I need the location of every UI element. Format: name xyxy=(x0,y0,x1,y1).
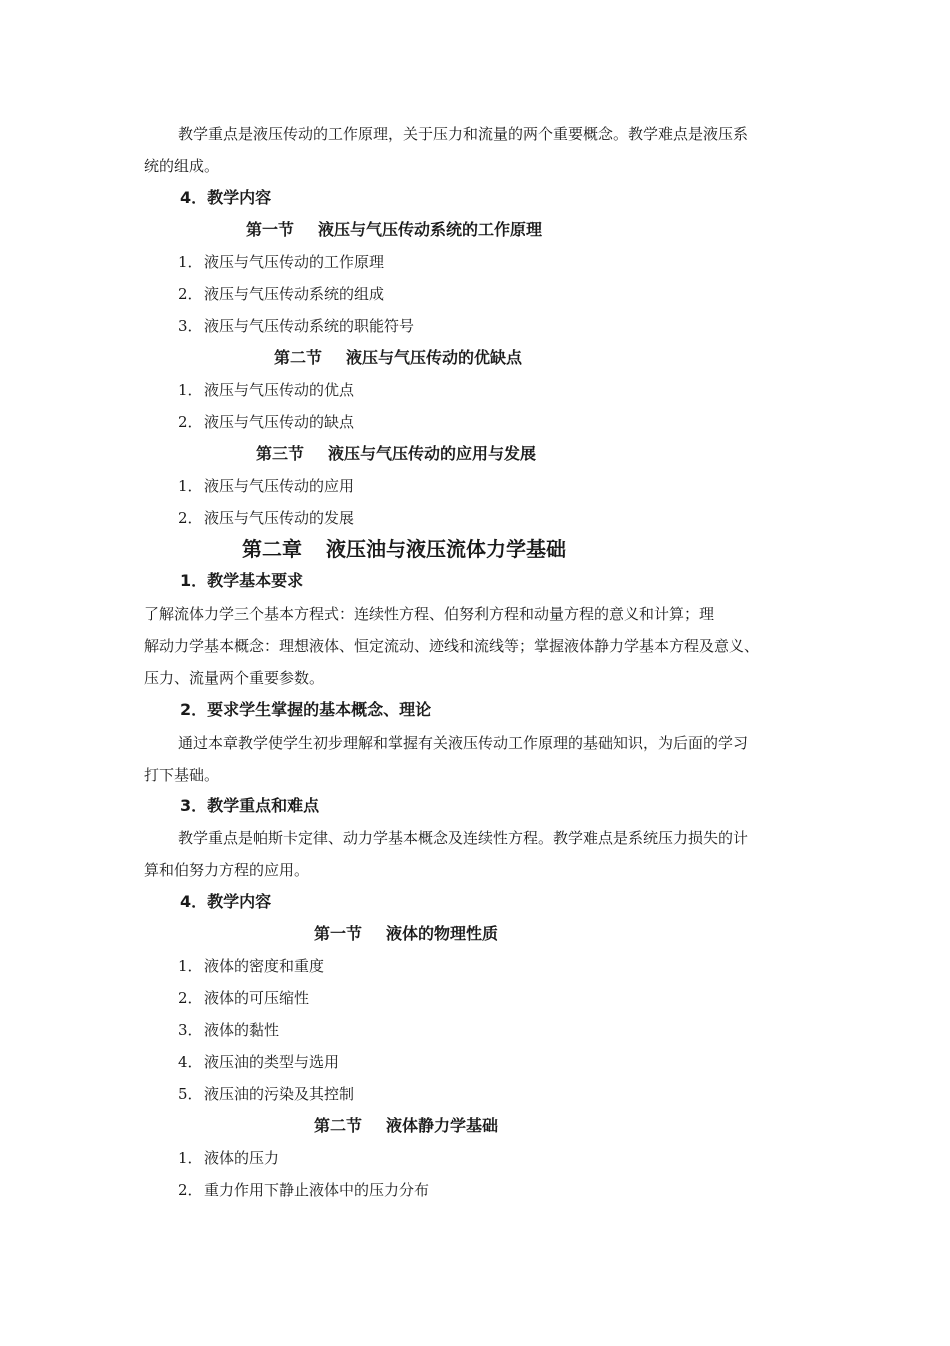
section-number: 第一节 xyxy=(314,924,363,943)
subheading: 3．教学重点和难点 xyxy=(180,796,320,815)
section-title xyxy=(314,1115,498,1137)
paragraph-line: 教学重点是液压传动的工作原理，关于压力和流量的两个重要概念。教学难点是液压系 xyxy=(178,125,749,143)
list-item: 1．液体的密度和重度 xyxy=(178,957,325,975)
list-item: 2．重力作用下静止液体中的压力分布 xyxy=(178,1181,430,1199)
section-title xyxy=(274,347,522,369)
list-item: 2．液压与气压传动的缺点 xyxy=(178,413,355,431)
section-name: 液体的物理性质 xyxy=(386,924,499,943)
list-item: 3．液体的黏性 xyxy=(178,1021,280,1039)
paragraph-line: 教学重点是帕斯卡定律、动力学基本概念及连续性方程。教学难点是系统压力损失的计 xyxy=(178,829,749,847)
section-title xyxy=(246,219,542,241)
list-item: 1．液压与气压传动的应用 xyxy=(178,477,355,495)
subheading: 2．要求学生掌握的基本概念、理论 xyxy=(180,700,432,719)
paragraph-line: 算和伯努力方程的应用。 xyxy=(144,861,310,879)
list-item: 1．液压与气压传动的优点 xyxy=(178,381,355,399)
paragraph-line: 压力、流量两个重要参数。 xyxy=(144,669,325,687)
subheading: 1．教学基本要求 xyxy=(180,571,304,590)
section-title xyxy=(256,443,536,465)
paragraph-line: 通过本章教学使学生初步理解和掌握有关液压传动工作原理的基础知识，为后面的学习 xyxy=(178,734,749,752)
list-item: 1．液体的压力 xyxy=(178,1149,280,1167)
section-number: 第二节 xyxy=(314,1116,363,1135)
paragraph-line: 解动力学基本概念：理想液体、恒定流动、迹线和流线等；掌握液体静力学基本方程及意义、 xyxy=(144,637,760,655)
subheading: 4．教学内容 xyxy=(180,892,272,911)
section-name: 液压与气压传动的优缺点 xyxy=(346,348,523,367)
section-number: 第二节 xyxy=(274,348,323,367)
list-item: 2．液压与气压传动系统的组成 xyxy=(178,285,385,303)
paragraph-line: 统的组成。 xyxy=(144,157,220,175)
chapter-title xyxy=(242,536,566,562)
section-number: 第一节 xyxy=(246,220,295,239)
subheading: 4．教学内容 xyxy=(180,188,272,207)
section-name: 液压与气压传动系统的工作原理 xyxy=(318,220,543,239)
section-name: 液体静力学基础 xyxy=(386,1116,499,1135)
list-item: 4．液压油的类型与选用 xyxy=(178,1053,340,1071)
list-item: 5．液压油的污染及其控制 xyxy=(178,1085,355,1103)
paragraph-line: 了解流体力学三个基本方程式：连续性方程、伯努利方程和动量方程的意义和计算；理 xyxy=(144,605,715,623)
list-item: 2．液体的可压缩性 xyxy=(178,989,310,1007)
chapter-number: 第二章 xyxy=(242,537,302,561)
paragraph-line: 打下基础。 xyxy=(144,766,220,784)
section-name: 液压与气压传动的应用与发展 xyxy=(328,444,537,463)
list-item: 2．液压与气压传动的发展 xyxy=(178,509,355,527)
section-title xyxy=(314,923,498,945)
chapter-name: 液压油与液压流体力学基础 xyxy=(326,537,566,561)
list-item: 3．液压与气压传动系统的职能符号 xyxy=(178,317,415,335)
section-number: 第三节 xyxy=(256,444,305,463)
list-item: 1．液压与气压传动的工作原理 xyxy=(178,253,385,271)
